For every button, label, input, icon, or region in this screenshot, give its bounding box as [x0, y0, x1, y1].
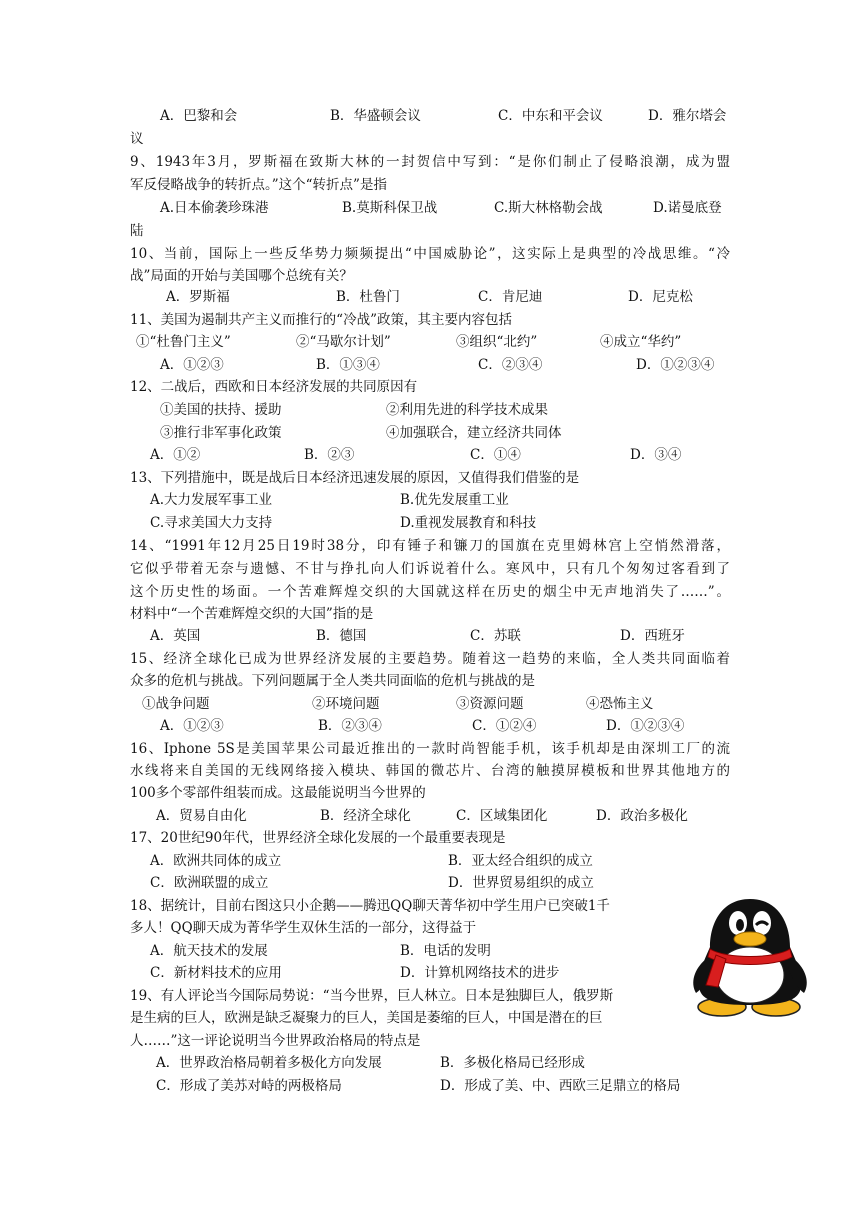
item-2: ②利用先进的科学技术成果 — [386, 402, 548, 418]
item-1: ①美国的扶持、援助 — [160, 402, 282, 418]
option-b: B.莫斯科保卫战 — [342, 200, 438, 216]
item-3: ③组织“北约” — [456, 334, 538, 350]
q18-stem-line: 18、据统计，目前右图这只小企鹅——腾迅QQ聊天菁华初中学生用户已突破1千 — [130, 898, 610, 914]
option-d: D．①②③④ — [606, 718, 685, 734]
option-d: D.重视发展教育和科技 — [400, 515, 537, 531]
q14-stem-line: 它似乎带着无奈与遗憾、不甘与挣扎向人们诉说着什么。寒风中，只有几个匆匆过客看到了 — [130, 561, 730, 577]
qq-penguin-icon — [686, 893, 814, 1019]
option-b: B．多极化格局已经形成 — [440, 1055, 585, 1071]
item-3: ③资源问题 — [456, 696, 524, 712]
q9-stem-line: 9、1943年3月，罗斯福在致斯大林的一封贺信中写到：“是你们制止了侵略浪潮，成为盟 — [130, 154, 730, 170]
option-b: B．经济全球化 — [320, 808, 411, 824]
option-a: A．航天技术的发展 — [150, 943, 268, 959]
option-a: A．①② — [150, 447, 201, 463]
option-a: A．巴黎和会 — [160, 108, 238, 124]
option-b: B．①③④ — [316, 357, 380, 373]
item-2: ②“马歇尔计划” — [296, 334, 391, 350]
item-2: ②环境问题 — [312, 696, 380, 712]
option-d: D．雅尔塔会 — [648, 108, 727, 124]
option-c: C．中东和平会议 — [498, 108, 603, 124]
option-a: A．①②③ — [160, 718, 224, 734]
option-d: D．尼克松 — [628, 289, 693, 305]
option-b: B．华盛顿会议 — [330, 108, 421, 124]
item-1: ①“杜鲁门主义” — [136, 334, 231, 350]
option-b: B．杜鲁门 — [336, 289, 400, 305]
option-b: B．②③ — [304, 447, 355, 463]
q19-stem-line: 是生病的巨人，欧洲是缺乏凝聚力的巨人，美国是萎缩的巨人，中国是潜在的巨 — [130, 1010, 603, 1026]
option-d: D．政治多极化 — [596, 808, 688, 824]
q9-option-tail: 陆 — [130, 223, 144, 239]
q14-stem-line: 材料中“一个苦难辉煌交织的大国”指的是 — [130, 606, 374, 622]
q19-stem-line: 人……”这一评论说明当今世界政治格局的特点是 — [130, 1033, 421, 1049]
q16-stem-line: 16、Iphone 5S是美国苹果公司最近推出的一款时尚智能手机，该手机却是由深圳工厂的流 — [130, 741, 730, 757]
option-a: A.日本偷袭珍珠港 — [160, 200, 269, 216]
q13-stem: 13、下列措施中，既是战后日本经济迅速发展的原因，又值得我们借鉴的是 — [130, 470, 580, 486]
q15-stem-line: 15、经济全球化已成为世界经济发展的主要趋势。随着这一趋势的来临，全人类共同面临着 — [130, 651, 730, 667]
option-b: B.优先发展重工业 — [400, 492, 509, 508]
q16-stem-line: 100多个零部件组装而成。这最能说明当今世界的 — [130, 785, 426, 801]
item-4: ④恐怖主义 — [586, 696, 654, 712]
item-3: ③推行非军事化政策 — [160, 425, 282, 441]
q17-stem: 17、20世纪90年代，世界经济全球化发展的一个最重要表现是 — [130, 830, 506, 846]
option-a: A．罗斯福 — [166, 289, 230, 305]
option-d: D．①②③④ — [636, 357, 715, 373]
option-b: B．亚太经合组织的成立 — [448, 853, 593, 869]
q10-stem-line: 10、当前，国际上一些反华势力频频提出“中国威胁论”，这实际上是典型的冷战思维。“冷 — [130, 246, 730, 262]
item-4: ④成立“华约” — [600, 334, 682, 350]
q14-stem-line: 14、“1991年12月25日19时38分，印有锤子和镰刀的国旗在克里姆林宫上空悄然滑落， — [130, 538, 730, 554]
option-c: C．肯尼迪 — [478, 289, 543, 305]
option-b: B．②③④ — [318, 718, 382, 734]
option-a: A．英国 — [150, 628, 201, 644]
q12-stem: 12、二战后，西欧和日本经济发展的共同原因有 — [130, 379, 418, 395]
item-4: ④加强联合，建立经济共同体 — [386, 425, 562, 441]
option-c: C．②③④ — [478, 357, 543, 373]
q8-option-tail: 议 — [130, 131, 144, 147]
option-d: D．西班牙 — [620, 628, 685, 644]
q15-stem-line: 众多的危机与挑战。下列问题属于全人类共同面临的危机与挑战的是 — [130, 673, 535, 689]
option-d: D．计算机网络技术的进步 — [400, 965, 560, 981]
q10-stem-line: 战”局面的开始与美国哪个总统有关？ — [130, 268, 353, 284]
option-c: C.寻求美国大力支持 — [150, 515, 273, 531]
option-a: A．欧洲共同体的成立 — [150, 853, 282, 869]
item-1: ①战争问题 — [142, 696, 210, 712]
option-d: D．世界贸易组织的成立 — [448, 875, 594, 891]
option-c: C．苏联 — [470, 628, 521, 644]
q16-stem-line: 水线将来自美国的无线网络接入模块、韩国的微芯片、台湾的触摸屏模板和世界其他地方的 — [130, 763, 730, 779]
option-a: A．①②③ — [160, 357, 224, 373]
q14-stem-line: 这个历史性的场面。一个苦难辉煌交织的大国就这样在历史的烟尘中无声地消失了……”。 — [130, 584, 730, 600]
option-d: D．形成了美、中、西欧三足鼎立的格局 — [440, 1078, 681, 1094]
option-a: A.大力发展军事工业 — [150, 492, 273, 508]
option-b: B．电话的发明 — [400, 943, 491, 959]
q9-stem-line: 军反侵略战争的转折点。”这个“转折点”是指 — [130, 177, 387, 193]
q18-stem-line: 多人！QQ聊天成为菁华学生双休生活的一部分，这得益于 — [130, 920, 477, 936]
option-c: C．区域集团化 — [456, 808, 548, 824]
option-a: A．贸易自由化 — [156, 808, 247, 824]
option-c: C．新材料技术的应用 — [150, 965, 282, 981]
option-c: C.斯大林格勒会战 — [494, 200, 603, 216]
option-c: C．欧洲联盟的成立 — [150, 875, 269, 891]
option-a: A．世界政治格局朝着多极化方向发展 — [156, 1055, 382, 1071]
option-c: C．①④ — [470, 447, 521, 463]
option-b: B．德国 — [316, 628, 367, 644]
option-c: C．①②④ — [472, 718, 537, 734]
q19-stem-line: 19、有人评论当今国际局势说：“当今世界，巨人林立。日本是独脚巨人，俄罗斯 — [130, 988, 614, 1004]
q11-stem: 11、美国为遏制共产主义而推行的“冷战”政策，其主要内容包括 — [130, 312, 512, 328]
option-d: D．③④ — [630, 447, 682, 463]
option-d: D.诺曼底登 — [653, 200, 722, 216]
option-c: C．形成了美苏对峙的两极格局 — [156, 1078, 342, 1094]
